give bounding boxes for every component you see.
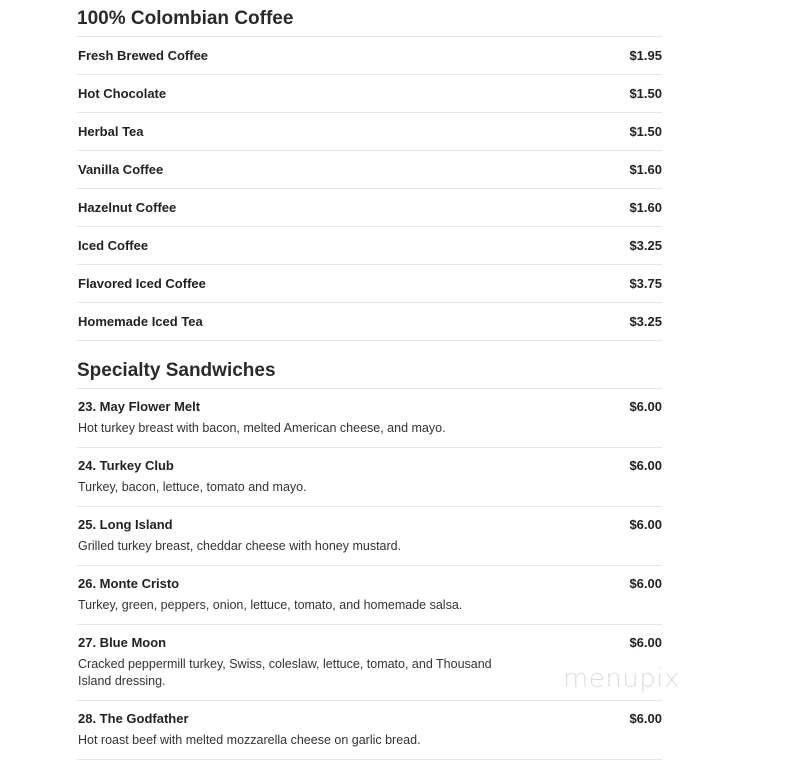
- item-name: Hazelnut Coffee: [78, 200, 177, 215]
- item-name: Fresh Brewed Coffee: [78, 48, 209, 63]
- item-description: Hot roast beef with melted mozzarella cheese on garlic bread.: [78, 733, 421, 747]
- menu-item: [77, 448, 662, 507]
- item-price: $3.25: [629, 314, 662, 329]
- menu-item: [77, 189, 662, 227]
- item-price: $1.60: [629, 200, 662, 215]
- menu-item: [77, 303, 662, 341]
- section-title: 100% Colombian Coffee: [77, 0, 662, 37]
- coffee-section: [77, 0, 662, 341]
- item-description: Turkey, bacon, lettuce, tomato and mayo.: [78, 480, 307, 494]
- item-name: 23. May Flower Melt: [78, 399, 201, 414]
- item-name: Hot Chocolate: [78, 86, 167, 101]
- item-name: 28. The Godfather: [78, 711, 189, 726]
- item-description: Turkey, green, peppers, onion, lettuce, tomato, and homemade salsa.: [78, 598, 463, 612]
- item-price: $3.75: [629, 276, 662, 291]
- item-name: Herbal Tea: [78, 124, 144, 139]
- item-description: Hot turkey breast with bacon, melted American cheese, and mayo.: [78, 421, 446, 435]
- item-price: $6.00: [629, 399, 662, 414]
- menu-item: [77, 566, 662, 625]
- menu-item: [77, 507, 662, 566]
- menu: [77, 0, 662, 760]
- item-price: $1.50: [629, 124, 662, 139]
- item-price: $6.00: [629, 576, 662, 591]
- item-name: Iced Coffee: [78, 238, 149, 253]
- item-name: Homemade Iced Tea: [78, 314, 203, 329]
- menu-item: [77, 151, 662, 189]
- item-price: $6.00: [629, 711, 662, 726]
- item-description: Cracked peppermill turkey, Swiss, coleslaw, lettuce, tomato, and Thousand Island dressing.: [78, 657, 492, 688]
- sandwiches-section: [77, 353, 662, 760]
- item-name: Vanilla Coffee: [78, 162, 164, 177]
- section-title: Specialty Sandwiches: [77, 353, 662, 389]
- menu-item: [77, 265, 662, 303]
- menu-item: [77, 227, 662, 265]
- item-name: 24. Turkey Club: [78, 458, 174, 473]
- item-price: $6.00: [629, 458, 662, 473]
- menu-item: [77, 37, 662, 75]
- item-price: $1.50: [629, 86, 662, 101]
- item-name: 26. Monte Cristo: [78, 576, 180, 591]
- item-name: Flavored Iced Coffee: [78, 276, 206, 291]
- item-price: $6.00: [629, 517, 662, 532]
- item-name: 27. Blue Moon: [78, 635, 167, 650]
- item-price: $1.95: [629, 48, 662, 63]
- menu-item: [77, 113, 662, 151]
- item-price: $6.00: [629, 635, 662, 650]
- item-name: 25. Long Island: [78, 517, 173, 532]
- menupix-watermark: menupix: [563, 664, 680, 694]
- menu-item: [77, 701, 662, 760]
- item-price: $1.60: [629, 162, 662, 177]
- menu-item: [77, 75, 662, 113]
- item-description: Grilled turkey breast, cheddar cheese with honey mustard.: [78, 539, 402, 553]
- item-price: $3.25: [629, 238, 662, 253]
- menu-item: [77, 389, 662, 448]
